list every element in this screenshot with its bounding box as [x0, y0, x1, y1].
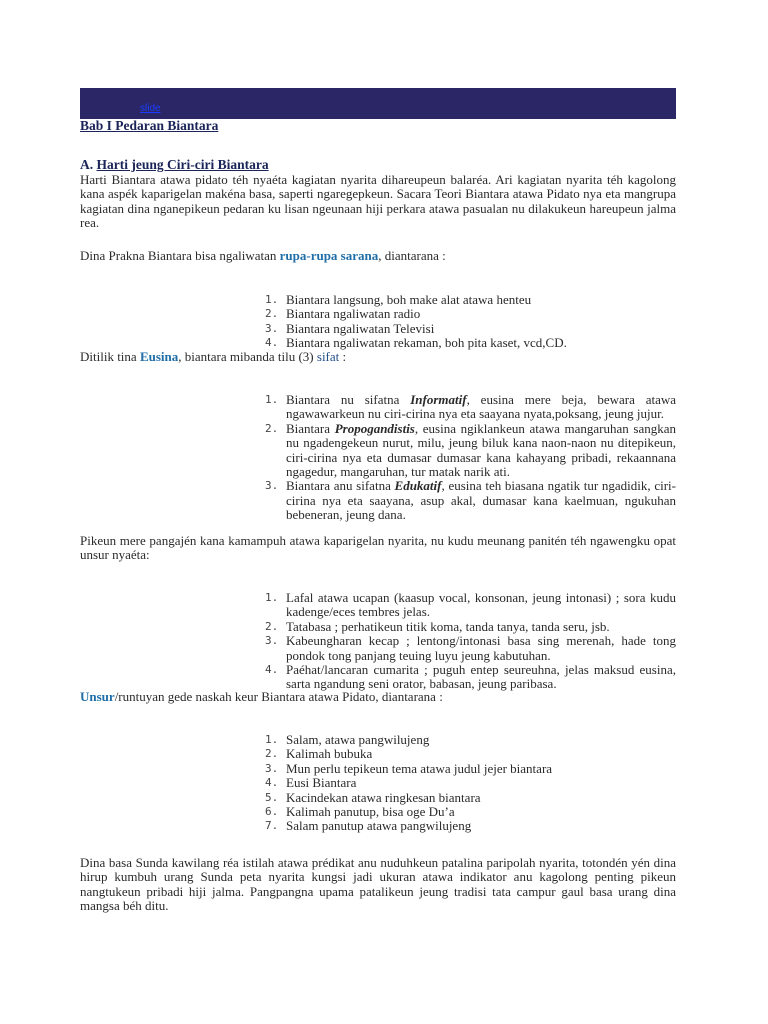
- list-sarana: [265, 293, 676, 351]
- list-item: 7. Salam panutup atawa pangwilujeng: [265, 818, 472, 834]
- list-item: 3. Mun perlu tepikeun tema atawa judul jejer biantara: [265, 760, 553, 776]
- list-item: 1. Lafal atawa ucapan (kaasup vocal, konsonan, jeung intonasi) ; sora kudu kadenge/eces tembres jelas.: [265, 590, 676, 620]
- list-runtuyan: [265, 733, 676, 834]
- list-item: 3. Kabeungharan kecap ; lentong/intonasi basa sing merenah, hade tong pondok tong panjang teuing luyu jeung kabutuhan.: [265, 633, 676, 663]
- list-item: 4. Biantara ngaliwatan rekaman, boh pita kaset, vcd,CD.: [265, 335, 567, 351]
- list-item: 3. Biantara ngaliwatan Televisi: [265, 320, 435, 336]
- list-item: 4. Eusi Biantara: [265, 775, 357, 791]
- paragraph-runtuyan: Unsur/runtuyan gede naskah keur Biantara atawa Pidato, diantarana :: [80, 689, 443, 704]
- section-link[interactable]: Harti jeung Ciri-ciri Biantara: [96, 157, 269, 172]
- list-item: 1. Biantara nu sifatna Informatif, eusina mere beja, bewara atawa ngawawarkeun nu ciri-cirina nya eta saayana nyata,poksang, jeung jujur.: [265, 392, 676, 422]
- section-heading: A. Harti jeung Ciri-ciri Biantara: [80, 157, 269, 172]
- list-item: 1. Biantara langsung, boh make alat atawa henteu: [265, 292, 532, 307]
- paragraph-sifat: Ditilik tina Eusina, biantara mibanda tilu (3) sifat :: [80, 349, 347, 364]
- paragraph-sarana: Dina Prakna Biantara bisa ngaliwatan rupa-rupa sarana, diantarana :: [80, 248, 446, 263]
- slide-link[interactable]: slide: [140, 103, 161, 114]
- list-unsur: [265, 591, 676, 692]
- list-sifat: [265, 393, 676, 523]
- list-item: 3. Biantara anu sifatna Edukatif, eusina teh biasana ngatik tur ngadidik, ciri-cirina nya eta saayana, asup akal, dumasar kana kaelmuan, ngukuhan bebeneran, jeung dana.: [265, 478, 676, 523]
- paragraph-closing: Dina basa Sunda kawilang réa istilah atawa prédikat anu nuduhkeun patalina paripolah nyarita, totondén yén dina hirup kumbuh urang Sunda peta nyarita kungsi jadi ukuran atawa indikator anu kagolong penting pikeun nangtukeun pribadi hiji jalma. Pangpangna upama patalikeun jeung tradisi tata campur gaul basa urang dina mangsa béh ditu.: [80, 855, 676, 914]
- list-item: 5. Kacindekan atawa ringkesan biantara: [265, 789, 481, 805]
- list-item: 2. Biantara ngaliwatan radio: [265, 306, 421, 322]
- page-title: Bab I Pedaran Biantara: [80, 118, 219, 133]
- list-item: 2. Kalimah bubuka: [265, 746, 373, 762]
- list-item: 4. Paéhat/lancaran cumarita ; puguh entep seureuhna, jelas maksud eusina, sarta ngandung seni orator, babasan, jeung paribasa.: [265, 662, 676, 692]
- list-item: 1. Salam, atawa pangwilujeng: [265, 732, 430, 747]
- list-item: 2. Biantara Propogandistis, eusina ngiklankeun atawa mangaruhan sangkan nu ngadengekeun nurut, milu, jeung biluk kana naon-naon nu ditepikeun, ciri-cirina nya eta dumasar dumasar kana kahayang pribadi, rekaannana ngagedur, mangaruhan, tur matak narik ati.: [265, 420, 676, 480]
- list-item: 2. Tatabasa ; perhatikeun titik koma, tanda tanya, tanda seru, jsb.: [265, 618, 610, 634]
- header-bar: [80, 88, 676, 119]
- list-item: 6. Kalimah panutup, bisa oge Du’a: [265, 804, 455, 820]
- paragraph-definition: Harti Biantara atawa pidato téh nyaéta kagiatan nyarita dihareupeun balaréa. Ari kagiatan nyarita téh kagolong kana aspék kaparigelan makéna basa, saperti ngaregepkeun. Sacara Teori Biantara atawa Pidato nya eta mangrupa kagiatan dina nganepikeun pedaran ku lisan ngeunaan hiji perkara atawa pasualan nu dilakukeun hareupeun jalma rea.: [80, 172, 676, 231]
- paragraph-unsur-intro: Pikeun mere pangajén kana kamampuh atawa kaparigelan nyarita, nu kudu meunang panitén téh ngawengku opat unsur nyaéta:: [80, 533, 676, 563]
